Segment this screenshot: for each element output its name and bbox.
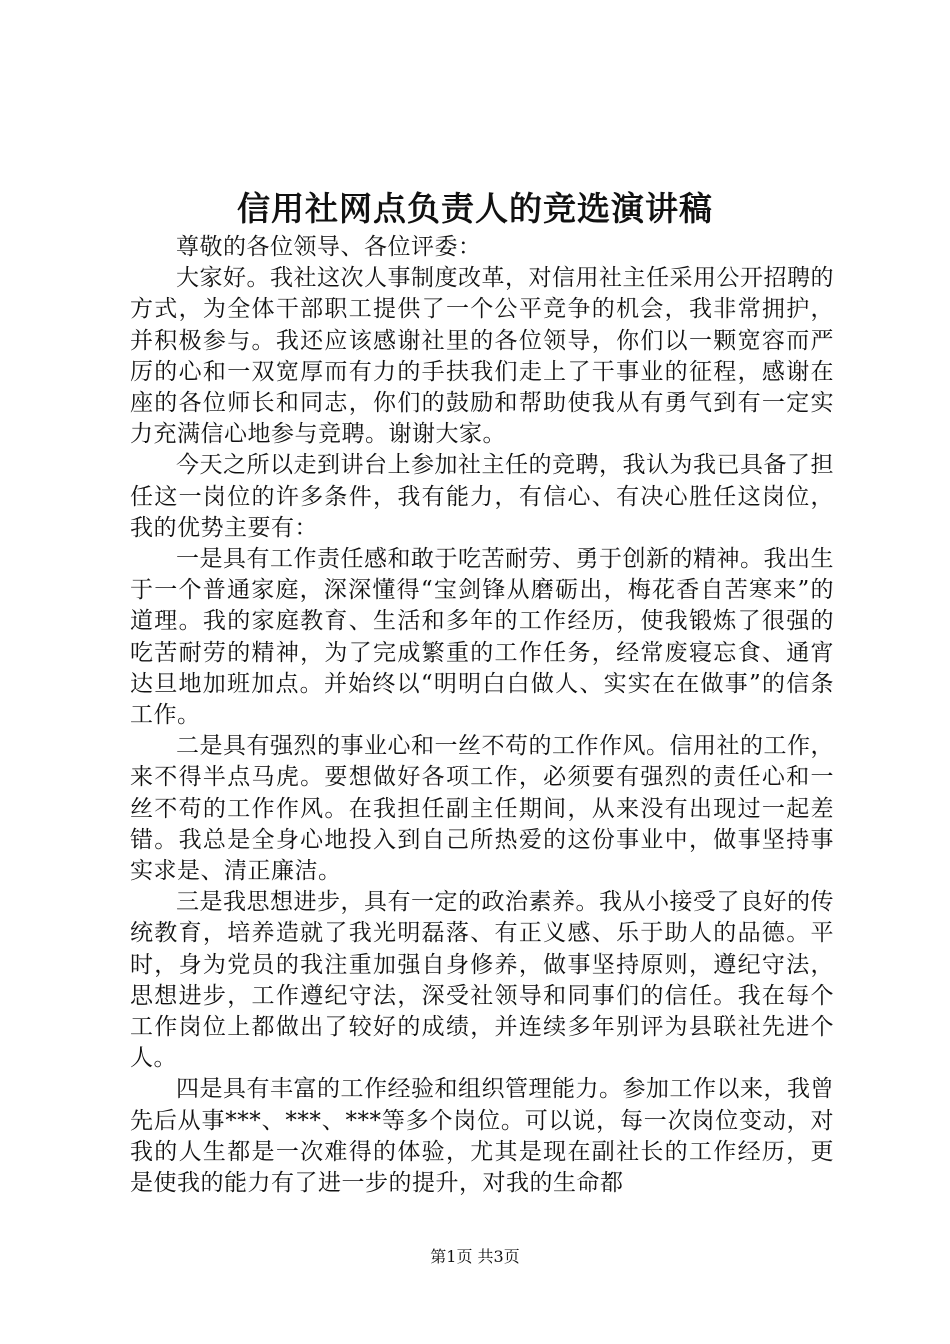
page-number-footer: 第1页 共3页 <box>430 1247 520 1266</box>
body-paragraph: 四是具有丰富的工作经验和组织管理能力。参加工作以来，我曾先后从事***、***、***等多个岗位。可以说，每一次岗位变动，对我的人生都是一次难得的体验，尤其是现在副社长的工作经历，更是使我的能力有了进一步的提升，对我的生命都 <box>130 1076 834 1197</box>
body-paragraph: 大家好。我社这次人事制度改革，对信用社主任采用公开招聘的方式，为全体干部职工提供了一个公平竞争的机会，我非常拥护，并积极参与。我还应该感谢社里的各位领导，你们以一颗宽容而严厉的心和一双宽厚而有力的手扶我们走上了干事业的征程，感谢在座的各位师长和同志，你们的鼓励和帮助使我从有勇气到有一定实力充满信心地参与竞聘。谢谢大家。 <box>130 265 834 448</box>
document-body <box>130 232 834 1199</box>
body-paragraph: 三是我思想进步，具有一定的政治素养。我从小接受了良好的传统教育，培养造就了我光明磊落、有正义感、乐于助人的品德。平时，身为党员的我注重加强自身修养，做事坚持原则，遵纪守法，思想进步，工作遵纪守法，深受社领导和同事们的信任。我在每个工作岗位上都做出了较好的成绩，并连续多年别评为县联社先进个人。 <box>130 889 834 1072</box>
body-paragraph: 今天之所以走到讲台上参加社主任的竞聘，我认为我已具备了担任这一岗位的许多条件，我有能力，有信心、有决心胜任这岗位，我的优势主要有： <box>130 452 834 541</box>
body-paragraph: 二是具有强烈的事业心和一丝不苟的工作作风。信用社的工作，来不得半点马虎。要想做好各项工作，必须要有强烈的责任心和一丝不苟的工作作风。在我担任副主任期间，从来没有出现过一起差错。我总是全身心地投入到自己所热爱的这份事业中，做事坚持事实求是、清正廉洁。 <box>130 733 834 885</box>
body-paragraph: 一是具有工作责任感和敢于吃苦耐劳、勇于创新的精神。我出生于一个普通家庭，深深懂得“宝剑锋从磨砺出，梅花香自苦寒来”的道理。我的家庭教育、生活和多年的工作经历，使我锻炼了很强的吃苦耐劳的精神，为了完成繁重的工作任务，经常废寝忘食、通宵达旦地加班加点。并始终以“明明白白做人、实实在在做事”的信条工作。 <box>130 546 834 729</box>
salutation-paragraph: 尊敬的各位领导、各位评委： <box>176 234 482 260</box>
document-title: 信用社网点负责人的竞选演讲稿 <box>237 189 713 228</box>
